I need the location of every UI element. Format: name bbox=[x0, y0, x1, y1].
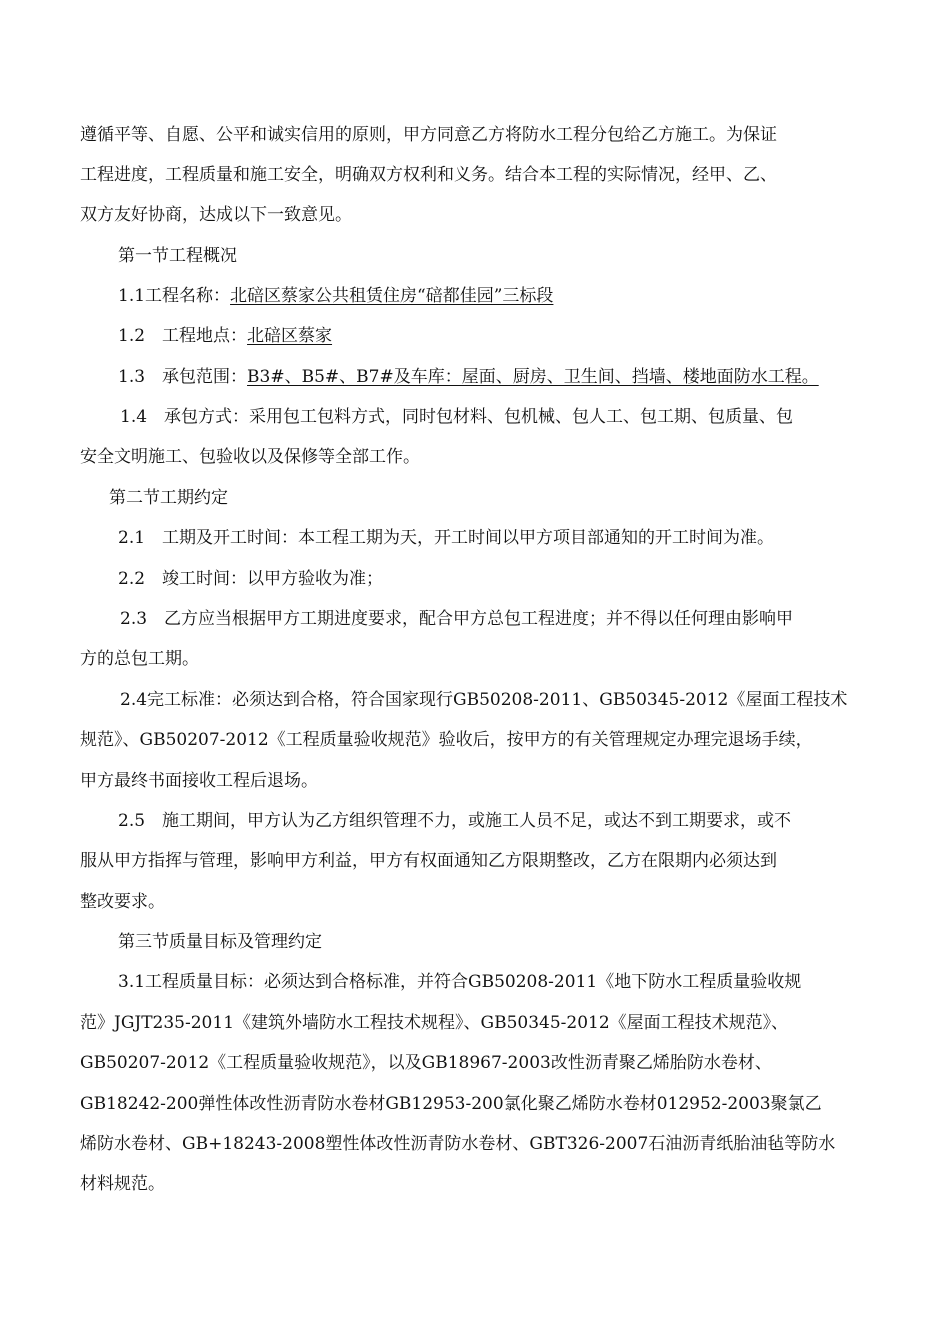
item-2-3-line-2: 方的总包工期。 bbox=[80, 649, 199, 669]
item-3-1-line-5: 烯防水卷材、GB+18243-2008塑性体改性沥青防水卷材、GBT326-2007石油沥青纸胎油毡等防水 bbox=[80, 1134, 836, 1154]
item-1-3-label: 1.3 承包范围： bbox=[118, 367, 248, 387]
item-1-4-line-2: 安全文明施工、包验收以及保修等全部工作。 bbox=[80, 447, 420, 467]
item-3-1-line-6: 材料规范。 bbox=[80, 1174, 165, 1194]
item-1-2-label: 1.2 工程地点： bbox=[118, 326, 248, 346]
item-2-5-line-3: 整改要求。 bbox=[80, 892, 165, 912]
item-1-1-label: 1.1工程名称： bbox=[118, 286, 231, 306]
item-1-1 bbox=[118, 285, 553, 307]
item-3-1-line-2: 范》JGJT235-2011《建筑外墙防水工程技术规程》、GB50345-2012《屋面工程技术规范》、 bbox=[80, 1013, 789, 1033]
item-1-1-value: 北碚区蔡家公共租赁住房“碚都佳园”三标段 bbox=[230, 286, 554, 306]
item-2-4-line-1: 2.4完工标准：必须达到合格，符合国家现行GB50208-2011、GB50345-2012《屋面工程技术 bbox=[120, 690, 848, 710]
item-3-1-line-3: GB50207-2012《工程质量验收规范》，以及GB18967-2003改性沥青聚乙烯胎防水卷材、 bbox=[80, 1053, 772, 1073]
item-1-2-value: 北碚区蔡家 bbox=[247, 326, 333, 346]
section-1-heading: 第一节工程概况 bbox=[118, 246, 237, 266]
item-2-4-line-3: 甲方最终书面接收工程后退场。 bbox=[80, 771, 318, 791]
item-2-1: 2.1 工期及开工时间：本工程工期为天，开工时间以甲方项目部通知的开工时间为准。 bbox=[118, 528, 775, 548]
intro-line-3: 双方友好协商，达成以下一致意见。 bbox=[80, 205, 352, 225]
section-2-heading: 第二节工期约定 bbox=[109, 488, 228, 508]
item-2-5-line-1: 2.5 施工期间，甲方认为乙方组织管理不力，或施工人员不足，或达不到工期要求，或不 bbox=[118, 811, 792, 831]
item-1-2 bbox=[118, 325, 332, 347]
item-1-4-line-1: 1.4 承包方式：采用包工包料方式，同时包材料、包机械、包人工、包工期、包质量、包 bbox=[120, 407, 794, 427]
section-3-heading: 第三节质量目标及管理约定 bbox=[118, 932, 322, 952]
item-2-3-line-1: 2.3 乙方应当根据甲方工期进度要求，配合甲方总包工程进度；并不得以任何理由影响甲 bbox=[120, 609, 794, 629]
intro-line-2: 工程进度，工程质量和施工安全，明确双方权利和义务。结合本工程的实际情况，经甲、乙、 bbox=[80, 165, 777, 185]
item-2-4-line-2: 规范》、GB50207-2012《工程质量验收规范》验收后，按甲方的有关管理规定办理完退场手续， bbox=[80, 730, 813, 750]
item-2-2: 2.2 竣工时间：以甲方验收为准； bbox=[118, 569, 384, 589]
intro-line-1: 遵循平等、自愿、公平和诚实信用的原则，甲方同意乙方将防水工程分包给乙方施工。为保证 bbox=[80, 125, 777, 145]
item-1-3 bbox=[118, 366, 819, 388]
item-1-3-value: B3#、B5#、B7#及车库：屋面、厨房、卫生间、挡墙、楼地面防水工程。 bbox=[247, 367, 819, 387]
item-3-1-line-1: 3.1工程质量目标：必须达到合格标准，并符合GB50208-2011《地下防水工程质量验收规 bbox=[118, 972, 802, 992]
item-3-1-line-4: GB18242-200弹性体改性沥青防水卷材GB12953-200氯化聚乙烯防水卷材012952-2003聚氯乙 bbox=[80, 1094, 822, 1114]
item-2-5-line-2: 服从甲方指挥与管理，影响甲方利益，甲方有权面通知乙方限期整改，乙方在限期内必须达到 bbox=[80, 851, 777, 871]
